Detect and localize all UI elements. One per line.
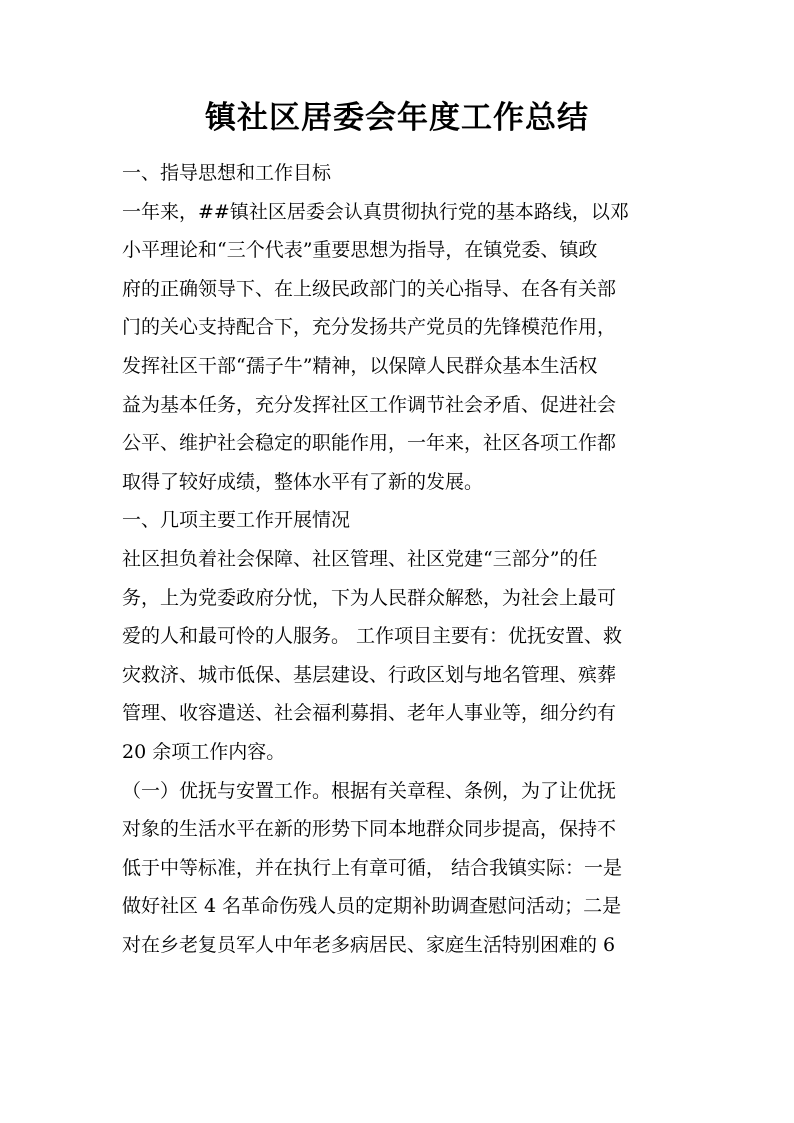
paragraph-line: 益为基本任务，充分发挥社区工作调节社会矛盾、促进社会 bbox=[122, 393, 617, 416]
paragraph-line: 爱的人和最可怜的人服务。 工作项目主要有：优抚安置、救 bbox=[122, 625, 623, 648]
section-heading-main-work: 一、几项主要工作开展情况 bbox=[122, 509, 351, 532]
paragraph-line: 小平理论和“三个代表”重要思想为指导，在镇党委、镇政 bbox=[122, 239, 598, 262]
paragraph-line: 做好社区 4 名革命伤残人员的定期补助调查慰问活动；二是 bbox=[122, 895, 622, 918]
paragraph-line: 低于中等标准，并在执行上有章可循， 结合我镇实际：一是 bbox=[122, 856, 623, 879]
paragraph-line: 取得了较好成绩，整体水平有了新的发展。 bbox=[122, 470, 484, 493]
paragraph-line: 20 余项工作内容。 bbox=[122, 740, 286, 763]
paragraph-line: 管理、收容遣送、社会福利募捐、老年人事业等，细分约有 bbox=[122, 702, 617, 725]
paragraph-line: 发挥社区干部“孺子牛”精神，以保障人民群众基本生活权 bbox=[122, 354, 598, 377]
paragraph-line: 对象的生活水平在新的形势下同本地群众同步提高，保持不 bbox=[122, 818, 617, 841]
section-heading-guiding-ideology: 一、指导思想和工作目标 bbox=[122, 162, 332, 184]
paragraph-line: 门的关心支持配合下，充分发扬共产党员的先锋模范作用， bbox=[122, 316, 617, 339]
paragraph-line: 一年来，##镇社区居委会认真贯彻执行党的基本路线，以邓 bbox=[122, 200, 629, 223]
paragraph-line: 府的正确领导下、在上级民政部门的关心指导、在各有关部 bbox=[122, 277, 617, 300]
paragraph-line: 务，上为党委政府分忧，下为人民群众解愁，为社会上最可 bbox=[122, 586, 617, 609]
document-body bbox=[122, 154, 682, 964]
document-title: 镇社区居委会年度工作总结 bbox=[205, 100, 589, 136]
paragraph-line: 灾救济、城市低保、基层建设、行政区划与地名管理、殡葬 bbox=[122, 663, 617, 686]
paragraph-line: 公平、维护社会稳定的职能作用，一年来，社区各项工作都 bbox=[122, 432, 617, 455]
subsection-line: （一）优抚与安置工作。根据有关章程、条例，为了让优抚 bbox=[122, 779, 617, 802]
paragraph-line: 对在乡老复员军人中年老多病居民、家庭生活特别困难的 6 bbox=[122, 933, 616, 956]
paragraph-line: 社区担负着社会保障、社区管理、社区党建“三部分”的任 bbox=[122, 547, 598, 570]
